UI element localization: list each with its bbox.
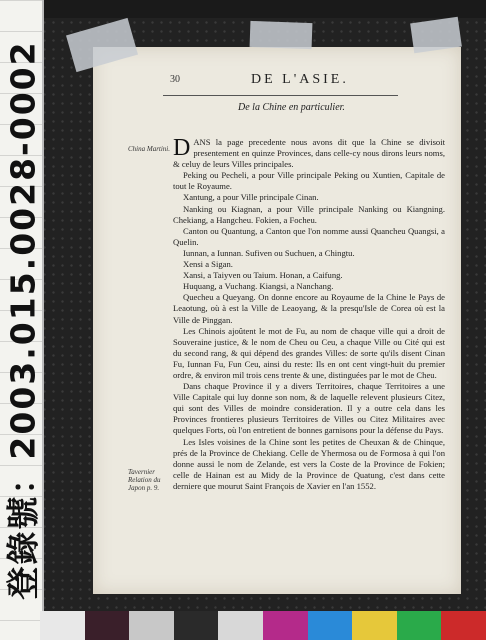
header-rule [163,95,398,96]
body-text [173,137,445,492]
paragraph: Huquang, a Vuchang. Kiangsi, a Nanchang. [183,281,334,292]
margin-note: Tavernier Relation du Japon p. 9. [128,468,161,492]
page-number: 30 [170,74,180,85]
color-patch [174,611,219,640]
color-patch [40,611,85,640]
paragraph-text: ANS la page precedente nous avons dit que la Chine se divisoit presentement en quinze Provinces, dans celle-cy nous dirons leurs noms, & celuy de leurs Villes principales. [173,137,445,170]
drop-cap: D [173,135,191,161]
paragraph: Canton ou Quantung, a Canton que l'on nomme aussi Quancheu Quangsi, a Quelin. [173,225,445,247]
catalog-label [0,0,44,640]
color-patch [218,611,263,640]
document-page [93,47,461,594]
paragraph: Peking ou Pecheli, a pour Ville principale Peking ou Xuntien, Capitale de tout le Royaume. [173,170,445,192]
section-title: De la Chine en particulier. [238,102,345,113]
running-head: DE L'ASIE. [251,72,349,87]
color-patch [352,611,397,640]
margin-note: China Martini. [128,145,171,153]
paragraph: Nanking ou Kiagnan, a pour Ville principale Nanking ou Kiangning. Chekiang, a Hangcheu. Fokien, a Focheu. [173,203,445,225]
color-patch [85,611,130,640]
board-top-edge [40,0,486,18]
color-calibration-bar [40,611,486,640]
color-patch [397,611,442,640]
color-patch [308,611,353,640]
color-patch [129,611,174,640]
paragraph [173,137,445,170]
paragraph: Dans chaque Province il y a divers Territoires, chaque Territoires a une Ville Capitale qui luy donne son nom, & de laquelle relevent plusieurs Citez, qui sont des Villes de moindre consideration. Il y a outre cela dans les Provinces frontieres plusieurs Territoires de Villes ou Citez Militaires avec quelques Forts, où l'on entretient de bonnes garnisons pour la défense du Pays. [173,381,445,436]
tape-piece [250,21,313,49]
paragraph: Quecheu a Queyang. On donne encore au Royaume de la Chine le Pays de Leaotung, où à est la Ville de Leaoyang, & la presqu'Isle de Corea où est la Ville de Pinggan. [173,292,445,325]
color-patch [263,611,308,640]
catalog-number: 登錄號：2003.015.0028-0002 [3,40,43,600]
color-patch [441,611,486,640]
paragraph: Les Chinois ajoûtent le mot de Fu, au nom de chaque ville qui a droit de Souveraine justice, & le nom de Cheu ou Ceu, a chaque Ville ou Cité qui est du second rang, & qui dépend des grandes Villes: de sorte qu'ils disent Cinan Fu, Iunnan Fu, Fun Ceu, ainsi du reste: Ils en ont cent vingt-huit du premier ordre, & environ mil trois cens trente & une, distinguées par le mot de Cheu. [173,325,445,380]
paragraph: Xansi, a Taiyven ou Taium. Honan, a Caifung. [183,270,343,281]
paragraph: Les Isles voisines de la Chine sont les petites de Cheuxan & de Chinque, prés de la Province de Chekiang. Celle de Yhermosa ou de Formosa à qui l'on donne aussi le nom de Zelande, est vers la Coste de la Province de Fokien; celle de Hainan est au Midy de la Province de Quatung, c'est dans cette derniere que mourut Saint François de Xavier en l'an 1552. [173,436,445,491]
paragraph: Xantung, a pour Ville principale Cinan. [183,192,319,203]
paragraph: Xensi a Sigan. [183,259,233,270]
paragraph: Iunnan, a Iunnan. Sufiven ou Suchuen, a Chingtu. [183,247,355,258]
